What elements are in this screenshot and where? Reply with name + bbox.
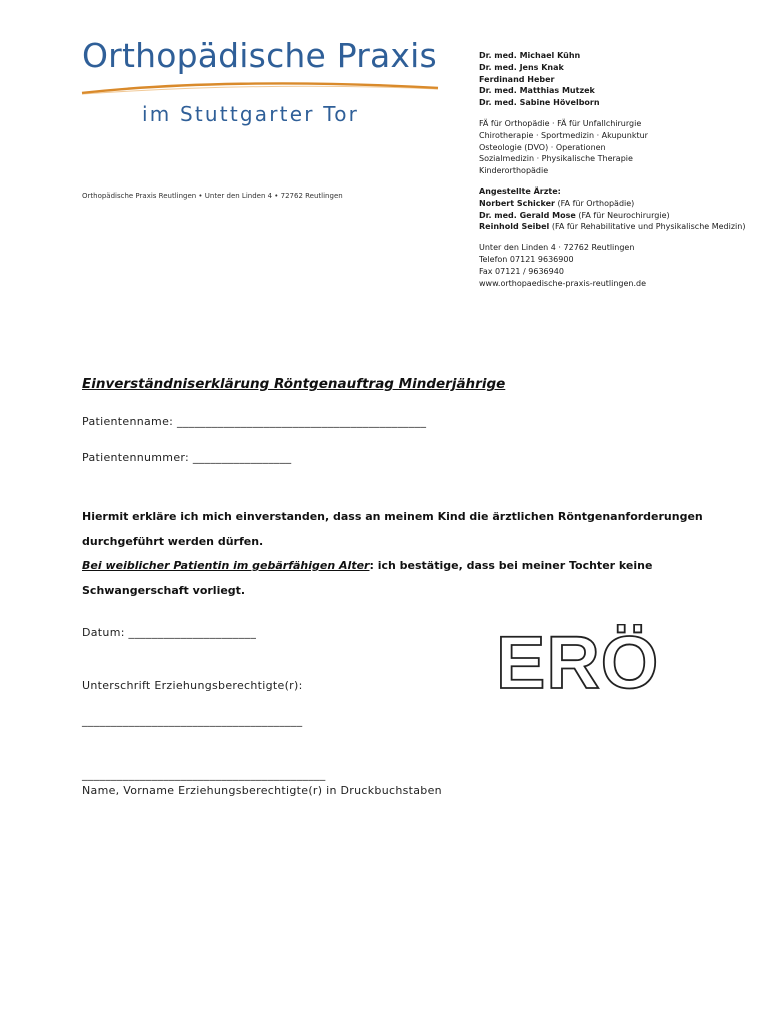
signature-label: Unterschrift Erziehungsberechtigte(r): bbox=[82, 679, 303, 692]
logo-swoosh-icon bbox=[80, 80, 442, 96]
doctor-name: Dr. med. Michael Kühn bbox=[479, 51, 581, 60]
contact-website: www.orthopaedische-praxis-reutlingen.de bbox=[479, 278, 647, 288]
specialty-line: Sozialmedizin · Physikalische Therapie bbox=[479, 154, 633, 164]
document-title: Einverständniserklärung Röntgenauftrag Minderjährige bbox=[82, 376, 506, 392]
employed-doctors-heading: Angestellte Ärzte: bbox=[479, 186, 561, 196]
contact-phone: Telefon 07121 9636900 bbox=[479, 254, 574, 264]
pregnancy-statement: Bei weiblicher Patientin im gebärfähigen Alter: ich bestätige, dass bei meiner Tochter keine bbox=[82, 559, 653, 572]
signature-line[interactable]: ______________________________________ bbox=[82, 714, 303, 727]
doctor-name: Dr. med. Jens Knak bbox=[479, 62, 564, 72]
employed-doctor: Dr. med. Gerald Mose (FA für Neurochirurgie) bbox=[479, 210, 670, 220]
specialty-line: FÄ für Orthopädie · FÄ für Unfallchirurgie bbox=[479, 118, 642, 128]
employed-doctor: Norbert Schicker (FA für Orthopädie) bbox=[479, 198, 635, 208]
eroe-stamp-text: ERÖ bbox=[496, 624, 660, 694]
consent-text-line: durchgeführt werden dürfen. bbox=[82, 535, 264, 548]
practice-logo-title: Orthopädische Praxis bbox=[82, 36, 437, 75]
printed-name-line[interactable]: __________________________________________ bbox=[82, 768, 326, 781]
contact-address: Unter den Linden 4 · 72762 Reutlingen bbox=[479, 243, 635, 253]
specialty-line: Kinderorthopädie bbox=[479, 166, 549, 176]
sender-address-line: Orthopädische Praxis Reutlingen • Unter den Linden 4 • 72762 Reutlingen bbox=[82, 192, 343, 200]
doctor-name: Dr. med. Sabine Hövelborn bbox=[479, 98, 600, 108]
contact-fax: Fax 07121 / 9636940 bbox=[479, 266, 564, 276]
practice-logo-subtitle: im Stuttgarter Tor bbox=[142, 102, 360, 126]
patient-name-field[interactable]: Patientenname: ___________________________________________ bbox=[82, 415, 427, 428]
consent-text-line: Hiermit erkläre ich mich einverstanden, dass an meinem Kind die ärztlichen Röntgenanforderungen bbox=[82, 510, 703, 523]
eroe-stamp bbox=[494, 624, 664, 694]
pregnancy-emphasis: Bei weiblicher Patientin im gebärfähigen Alter bbox=[82, 559, 370, 572]
pregnancy-statement-cont: Schwangerschaft vorliegt. bbox=[82, 584, 246, 597]
printed-name-label: Name, Vorname Erziehungsberechtigte(r) in Druckbuchstaben bbox=[82, 784, 442, 797]
letterhead-info-column bbox=[479, 50, 749, 289]
doctor-name: Dr. med. Matthias Mutzek bbox=[479, 86, 595, 96]
date-field[interactable]: Datum: ______________________ bbox=[82, 626, 257, 639]
specialty-line: Chirotherapie · Sportmedizin · Akupunktur bbox=[479, 130, 648, 140]
specialty-line: Osteologie (DVO) · Operationen bbox=[479, 142, 606, 152]
doctor-name: Ferdinand Heber bbox=[479, 74, 555, 84]
employed-doctor: Reinhold Seibel (FA für Rehabilitative und Physikalische Medizin) bbox=[479, 222, 746, 232]
patient-number-field[interactable]: Patientennummer: _________________ bbox=[82, 451, 292, 464]
